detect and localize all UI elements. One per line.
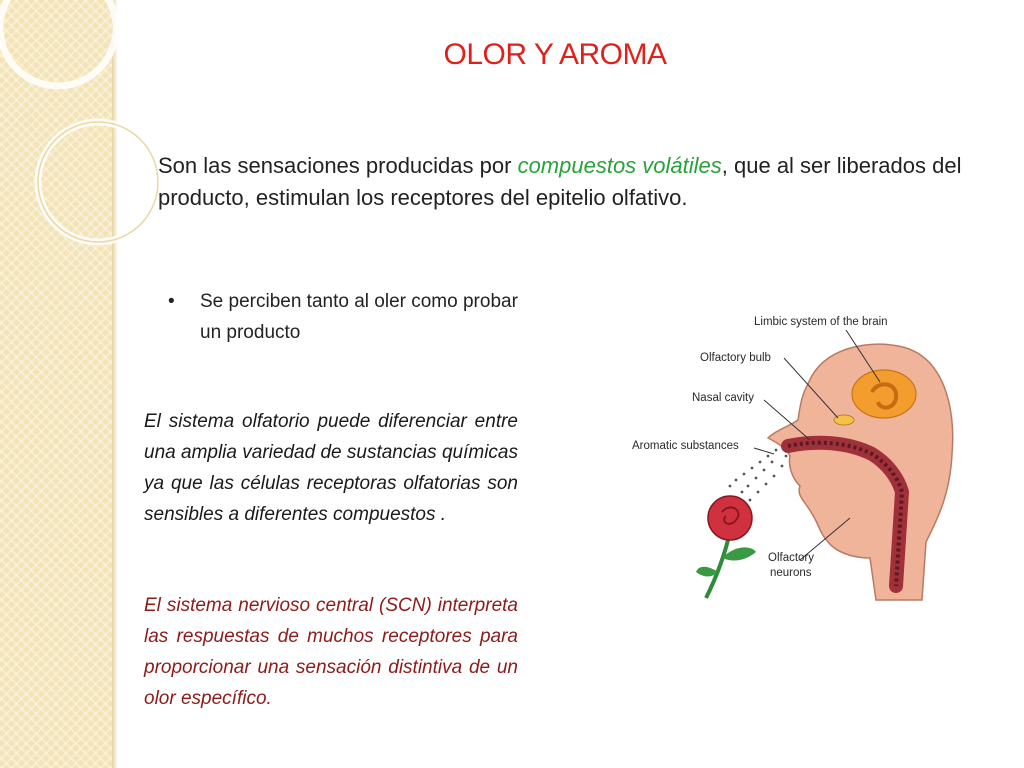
olfactory-system-paragraph: El sistema olfatorio puede diferenciar entre una amplia variedad de sustancias químicas ya que las células receptoras olfatorias son sensibles a diferentes compuestos . bbox=[144, 411, 518, 525]
bullet-item bbox=[168, 286, 528, 348]
label-olfactory-neurons-line1: Olfactory bbox=[768, 552, 815, 564]
brain-region bbox=[852, 370, 916, 418]
aromatic-particles bbox=[729, 449, 788, 502]
label-olfactory-bulb: Olfactory bulb bbox=[700, 352, 771, 364]
label-limbic-system: Limbic system of the brain bbox=[754, 316, 888, 328]
rose-flower bbox=[708, 496, 752, 540]
label-nasal-cavity: Nasal cavity bbox=[692, 392, 754, 404]
intro-text-end: , que al ser liberados del producto, estimulan los receptores del epitelio olfativo. bbox=[158, 153, 962, 210]
olfaction-illustration bbox=[626, 296, 986, 616]
intro-highlight: compuestos volátiles bbox=[517, 153, 722, 178]
rose-stem bbox=[706, 532, 730, 598]
label-aromatic-substances: Aromatic substances bbox=[632, 440, 739, 452]
bullet-marker: • bbox=[168, 291, 175, 312]
label-olfactory-neurons-line2: neurons bbox=[770, 567, 812, 579]
central-nervous-system-paragraph: El sistema nervioso central (SCN) interpreta las respuestas de muchos receptores para proporcionar una sensación distintiva de un olor específico. bbox=[144, 595, 518, 709]
intro-text-start: Son las sensaciones producidas por bbox=[158, 153, 518, 178]
slide-title: OLOR Y AROMA bbox=[443, 38, 667, 71]
decorative-rings bbox=[0, 0, 160, 300]
bullet-text: Se perciben tanto al oler como probar un producto bbox=[200, 291, 518, 343]
intro-paragraph bbox=[158, 150, 978, 214]
